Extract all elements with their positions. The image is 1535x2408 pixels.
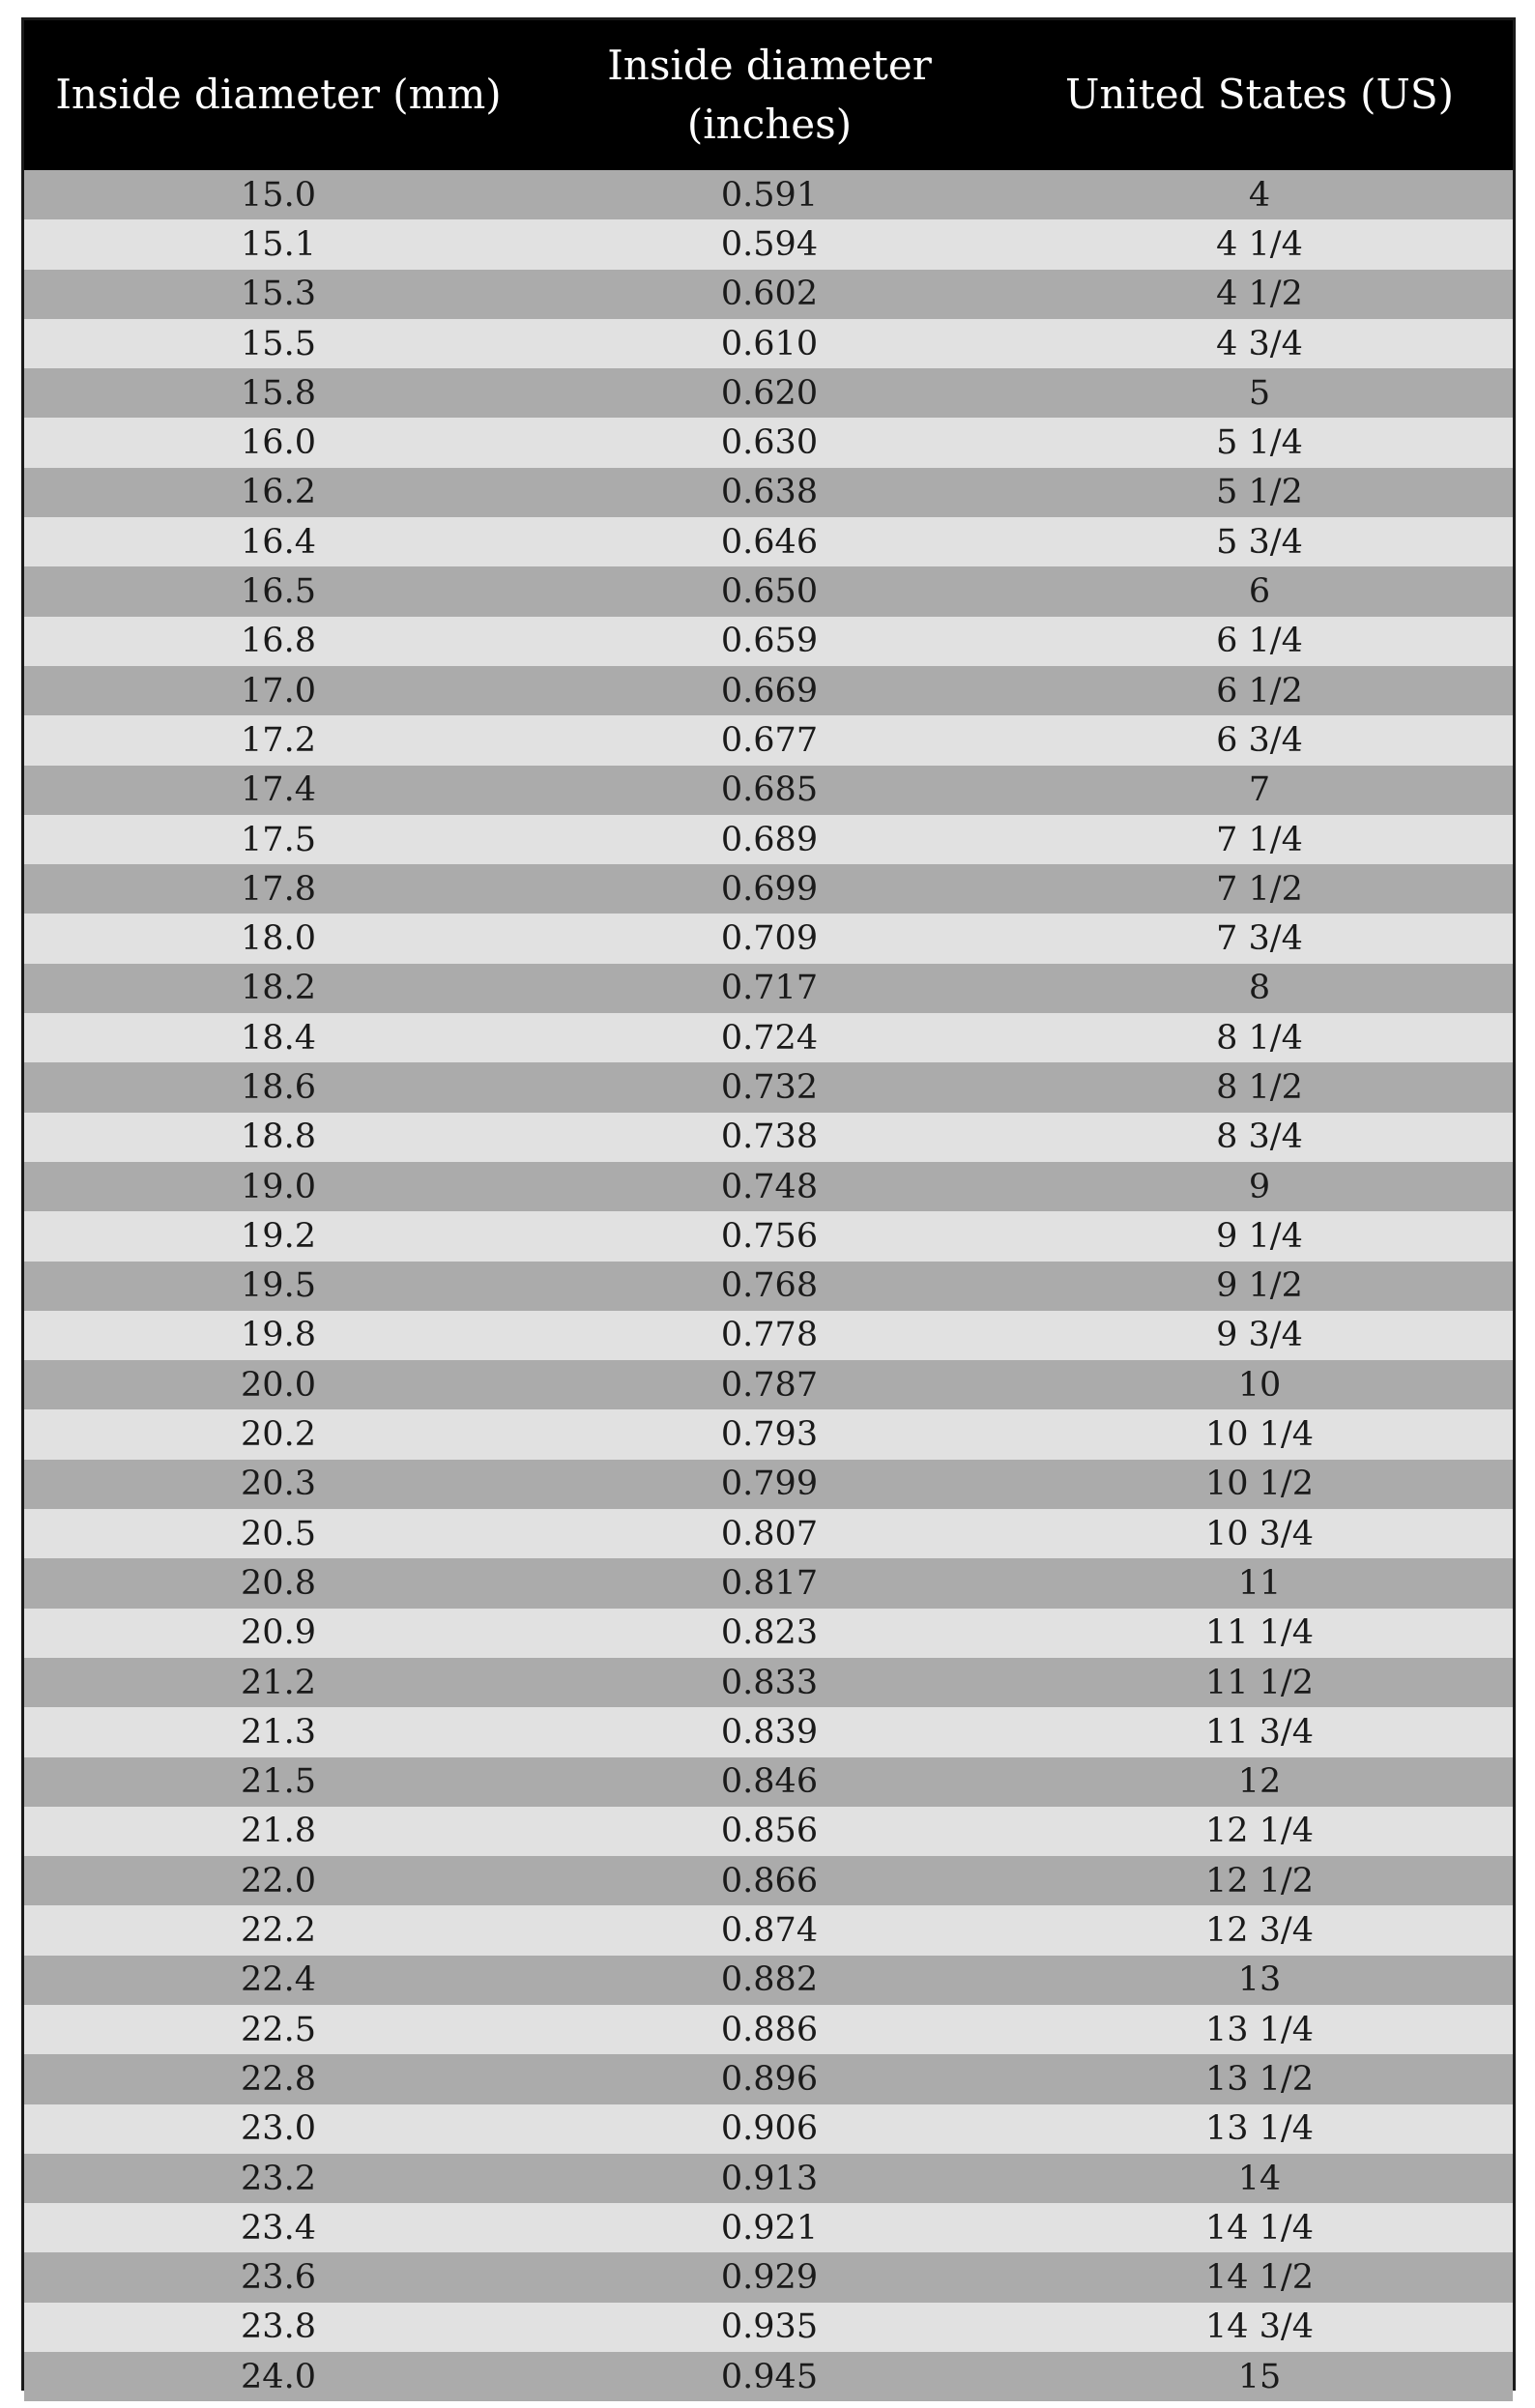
cell-us: 4 3/4 (1216, 324, 1303, 363)
cell-mm: 23.2 (241, 2159, 316, 2198)
header-inches-label: Inside diameter (inches) (607, 41, 932, 148)
cell-us: 12 1/2 (1205, 1861, 1314, 1900)
cell-inches: 0.886 (720, 2010, 819, 2049)
cell-mm: 18.2 (241, 969, 316, 1008)
table-row (24, 864, 1513, 914)
table-row (24, 666, 1513, 715)
table-row (24, 368, 1513, 418)
cell-us: 12 3/4 (1205, 1911, 1314, 1951)
cell-us: 11 (1237, 1563, 1282, 1603)
table-row (24, 2352, 1513, 2401)
cell-mm: 18.0 (241, 919, 316, 959)
table-row (24, 815, 1513, 864)
cell-inches: 0.669 (720, 671, 819, 711)
table-row (24, 270, 1513, 319)
cell-us: 5 (1248, 373, 1271, 413)
cell-mm: 20.5 (241, 1514, 316, 1553)
cell-us: 13 (1237, 1960, 1282, 2000)
cell-inches: 0.620 (720, 373, 819, 413)
table-row (24, 1956, 1513, 2005)
table-row (24, 468, 1513, 517)
cell-inches: 0.807 (720, 1514, 819, 1553)
cell-mm: 23.4 (241, 2208, 316, 2248)
cell-mm: 16.5 (241, 572, 316, 612)
cell-us: 9 (1248, 1167, 1271, 1206)
table-row (24, 1311, 1513, 1360)
cell-us: 7 1/4 (1216, 820, 1303, 859)
cell-mm: 20.2 (241, 1415, 316, 1455)
cell-inches: 0.913 (720, 2159, 819, 2198)
header-mm-label: Inside diameter (mm) (55, 71, 502, 119)
table-row (24, 2203, 1513, 2252)
cell-us: 13 1/2 (1205, 2059, 1314, 2099)
cell-mm: 19.8 (241, 1316, 316, 1355)
table-row (24, 1013, 1513, 1062)
cell-mm: 15.1 (241, 224, 316, 264)
table-row (24, 1558, 1513, 1608)
cell-mm: 17.5 (241, 820, 316, 859)
cell-inches: 0.685 (720, 770, 819, 810)
table-row (24, 2104, 1513, 2154)
table-row (24, 219, 1513, 269)
cell-mm: 15.8 (241, 373, 316, 413)
cell-us: 8 3/4 (1216, 1117, 1303, 1157)
table-row (24, 170, 1513, 219)
cell-us: 11 1/2 (1205, 1663, 1314, 1702)
cell-us: 4 1/2 (1216, 275, 1303, 314)
cell-mm: 18.8 (241, 1117, 316, 1157)
cell-inches: 0.817 (720, 1563, 819, 1603)
cell-inches: 0.787 (720, 1365, 819, 1405)
cell-inches: 0.921 (720, 2208, 819, 2248)
cell-inches: 0.768 (720, 1266, 819, 1306)
table-body (24, 170, 1513, 2401)
table-row (24, 418, 1513, 467)
cell-mm: 15.0 (241, 175, 316, 215)
cell-mm: 24.0 (241, 2357, 316, 2396)
table-row (24, 964, 1513, 1013)
cell-inches: 0.793 (720, 1415, 819, 1455)
cell-us: 6 1/4 (1216, 622, 1303, 661)
table-row (24, 319, 1513, 368)
table-row (24, 1707, 1513, 1756)
table-row (24, 2303, 1513, 2352)
cell-mm: 18.4 (241, 1018, 316, 1058)
cell-mm: 20.9 (241, 1613, 316, 1653)
cell-us: 13 1/4 (1205, 2010, 1314, 2049)
cell-mm: 21.2 (241, 1663, 316, 1702)
cell-mm: 22.0 (241, 1861, 316, 1900)
cell-us: 6 3/4 (1216, 720, 1303, 760)
cell-inches: 0.929 (720, 2258, 819, 2298)
cell-inches: 0.778 (720, 1316, 819, 1355)
cell-us: 6 1/2 (1216, 671, 1303, 711)
cell-inches: 0.594 (720, 224, 819, 264)
table-row (24, 1062, 1513, 1112)
table-row (24, 1409, 1513, 1459)
cell-inches: 0.602 (720, 275, 819, 314)
table-row (24, 566, 1513, 616)
table-row (24, 2252, 1513, 2302)
cell-us: 14 (1237, 2159, 1282, 2198)
cell-mm: 19.0 (241, 1167, 316, 1206)
cell-us: 5 1/2 (1216, 473, 1303, 512)
cell-mm: 20.8 (241, 1563, 316, 1603)
table-row (24, 1807, 1513, 1856)
cell-us: 9 1/2 (1216, 1266, 1303, 1306)
cell-inches: 0.866 (720, 1861, 819, 1900)
cell-us: 14 1/4 (1205, 2208, 1314, 2248)
cell-us: 5 3/4 (1216, 522, 1303, 562)
header-us (1006, 20, 1513, 170)
header-inches (533, 20, 1006, 170)
table-row (24, 715, 1513, 765)
cell-mm: 23.8 (241, 2307, 316, 2347)
cell-inches: 0.646 (720, 522, 819, 562)
cell-inches: 0.630 (720, 423, 819, 463)
cell-mm: 17.4 (241, 770, 316, 810)
cell-us: 4 (1248, 175, 1271, 215)
header-us-label: United States (US) (1064, 71, 1455, 119)
cell-mm: 17.0 (241, 671, 316, 711)
cell-mm: 15.5 (241, 324, 316, 363)
table-row (24, 617, 1513, 666)
cell-us: 9 3/4 (1216, 1316, 1303, 1355)
table-row (24, 1609, 1513, 1658)
cell-us: 13 1/4 (1205, 2109, 1314, 2149)
cell-inches: 0.724 (720, 1018, 819, 1058)
cell-inches: 0.610 (720, 324, 819, 363)
table-row (24, 1360, 1513, 1409)
cell-mm: 16.8 (241, 622, 316, 661)
cell-inches: 0.717 (720, 969, 819, 1008)
cell-us: 15 (1237, 2357, 1282, 2396)
cell-inches: 0.756 (720, 1216, 819, 1256)
cell-inches: 0.591 (720, 175, 819, 215)
table-row (24, 1211, 1513, 1261)
table-row (24, 1113, 1513, 1162)
cell-inches: 0.896 (720, 2059, 819, 2099)
cell-us: 8 (1248, 969, 1271, 1008)
cell-mm: 20.3 (241, 1465, 316, 1504)
cell-mm: 23.6 (241, 2258, 316, 2298)
cell-us: 12 1/4 (1205, 1812, 1314, 1851)
cell-us: 11 1/4 (1205, 1613, 1314, 1653)
cell-inches: 0.689 (720, 820, 819, 859)
cell-us: 14 3/4 (1205, 2307, 1314, 2347)
cell-us: 7 1/2 (1216, 869, 1303, 909)
cell-mm: 22.2 (241, 1911, 316, 1951)
table-row (24, 1162, 1513, 1211)
cell-us: 10 1/4 (1205, 1415, 1314, 1455)
cell-us: 6 (1248, 572, 1271, 612)
cell-inches: 0.906 (720, 2109, 819, 2149)
cell-inches: 0.677 (720, 720, 819, 760)
cell-inches: 0.833 (720, 1663, 819, 1702)
cell-inches: 0.945 (720, 2357, 819, 2396)
cell-inches: 0.823 (720, 1613, 819, 1653)
cell-us: 8 1/2 (1216, 1067, 1303, 1107)
cell-inches: 0.709 (720, 919, 819, 959)
table-row (24, 1262, 1513, 1311)
cell-us: 9 1/4 (1216, 1216, 1303, 1256)
cell-us: 10 (1237, 1365, 1282, 1405)
cell-inches: 0.882 (720, 1960, 819, 2000)
cell-mm: 19.2 (241, 1216, 316, 1256)
table-row (24, 1460, 1513, 1509)
cell-us: 8 1/4 (1216, 1018, 1303, 1058)
cell-us: 14 1/2 (1205, 2258, 1314, 2298)
cell-us: 7 3/4 (1216, 919, 1303, 959)
cell-mm: 16.0 (241, 423, 316, 463)
cell-us: 7 (1248, 770, 1271, 810)
cell-inches: 0.738 (720, 1117, 819, 1157)
cell-inches: 0.846 (720, 1762, 819, 1802)
cell-us: 10 1/2 (1205, 1465, 1314, 1504)
cell-inches: 0.638 (720, 473, 819, 512)
table-row (24, 517, 1513, 566)
table-row (24, 1856, 1513, 1905)
cell-mm: 21.3 (241, 1712, 316, 1752)
cell-mm: 22.8 (241, 2059, 316, 2099)
cell-mm: 21.5 (241, 1762, 316, 1802)
table-row (24, 766, 1513, 815)
cell-mm: 19.5 (241, 1266, 316, 1306)
cell-mm: 21.8 (241, 1812, 316, 1851)
cell-us: 4 1/4 (1216, 224, 1303, 264)
table-row (24, 914, 1513, 963)
table-row (24, 1658, 1513, 1707)
cell-mm: 22.4 (241, 1960, 316, 2000)
header-mm (24, 20, 533, 170)
cell-us: 11 3/4 (1205, 1712, 1314, 1752)
cell-mm: 16.4 (241, 522, 316, 562)
cell-us: 10 3/4 (1205, 1514, 1314, 1553)
table-row (24, 2154, 1513, 2203)
cell-us: 5 1/4 (1216, 423, 1303, 463)
ring-size-table (21, 17, 1516, 2396)
cell-mm: 20.0 (241, 1365, 316, 1405)
cell-inches: 0.650 (720, 572, 819, 612)
cell-mm: 17.2 (241, 720, 316, 760)
cell-inches: 0.732 (720, 1067, 819, 1107)
cell-inches: 0.856 (720, 1812, 819, 1851)
table-row (24, 1509, 1513, 1558)
cell-inches: 0.935 (720, 2307, 819, 2347)
cell-mm: 18.6 (241, 1067, 316, 1107)
cell-inches: 0.874 (720, 1911, 819, 1951)
cell-inches: 0.699 (720, 869, 819, 909)
table-row (24, 2005, 1513, 2054)
cell-us: 12 (1237, 1762, 1282, 1802)
cell-mm: 17.8 (241, 869, 316, 909)
table-row (24, 1757, 1513, 1807)
table-row (24, 1905, 1513, 1955)
cell-mm: 15.3 (241, 275, 316, 314)
table-row (24, 2054, 1513, 2103)
cell-inches: 0.799 (720, 1465, 819, 1504)
cell-mm: 23.0 (241, 2109, 316, 2149)
cell-inches: 0.748 (720, 1167, 819, 1206)
cell-mm: 22.5 (241, 2010, 316, 2049)
table-header (24, 20, 1513, 170)
cell-inches: 0.659 (720, 622, 819, 661)
cell-inches: 0.839 (720, 1712, 819, 1752)
cell-mm: 16.2 (241, 473, 316, 512)
